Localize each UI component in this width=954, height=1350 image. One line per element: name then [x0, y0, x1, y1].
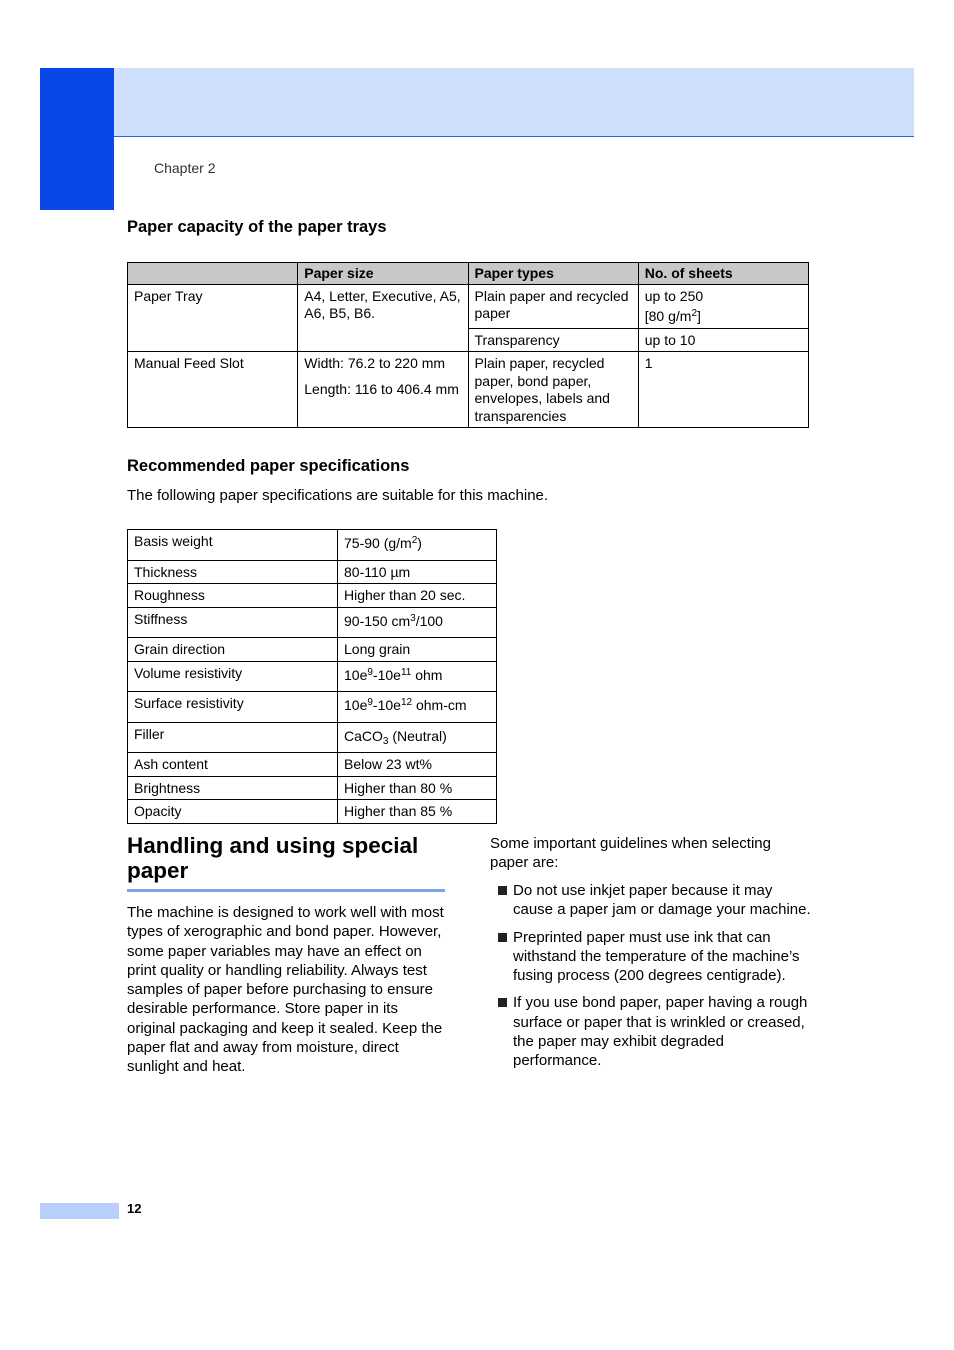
chapter-label: Chapter 2	[154, 160, 216, 176]
tray-name-cell: Paper Tray	[128, 284, 298, 352]
spec-value-post: )	[417, 535, 422, 551]
spec-value-mid: -10e	[372, 666, 401, 683]
tray-type-cell: Plain paper and recycled paper	[468, 284, 638, 328]
spec-label-cell: Ash content	[128, 753, 338, 777]
paper-spec-table	[127, 529, 497, 824]
handling-title: Handling and using special paper	[127, 833, 445, 892]
table-row	[128, 638, 497, 662]
list-item-text: If you use bond paper, paper having a rough surface or paper that is wrinkled or creased, the paper may exhibit degraded performance.	[513, 994, 808, 1070]
spec-value-sub: 3	[382, 735, 389, 747]
tray-sheets-cell: up to 10	[638, 328, 808, 352]
spec-value-cell	[338, 753, 497, 777]
manual-types-cell: Plain paper, recycled paper, bond paper, envelopes, labels and transparencies	[468, 352, 638, 428]
table-row	[128, 692, 497, 723]
list-item	[495, 993, 815, 1070]
table-row	[128, 661, 497, 692]
table-header-row	[128, 263, 809, 285]
square-bullet-icon	[498, 933, 507, 942]
chapter-tab-block	[40, 68, 114, 210]
spec-label-cell: Stiffness	[128, 607, 338, 638]
spec-value-cell	[338, 776, 497, 800]
table-row	[128, 753, 497, 777]
spec-value-cell	[338, 722, 497, 753]
spec-value-cell	[338, 560, 497, 584]
manual-width: Width: 76.2 to 220 mm	[304, 355, 446, 371]
manual-size-cell	[298, 352, 468, 428]
specs-intro: The following paper specifications are suitable for this machine.	[127, 487, 549, 504]
spec-value-pre: Higher than 85 %	[344, 803, 453, 819]
spec-value-sup2: 11	[400, 666, 412, 678]
spec-label-cell: Opacity	[128, 800, 338, 824]
spec-value-sup: 3	[410, 612, 416, 624]
column-header: No. of sheets	[638, 263, 808, 285]
list-item	[495, 928, 815, 986]
header-band	[40, 68, 914, 137]
page-number: 12	[127, 1201, 142, 1216]
spec-value-sup2: 12	[400, 697, 413, 708]
spec-value-sup: 2	[411, 535, 418, 546]
spec-value-pre: 10e	[344, 666, 368, 683]
spec-value-pre: 75-90 (g/m	[344, 535, 412, 551]
spec-label-cell: Roughness	[128, 584, 338, 608]
spec-value-sup: 9	[367, 697, 373, 708]
spec-value-cell	[338, 530, 497, 561]
spec-value-cell	[338, 584, 497, 608]
spec-value-pre: Higher than 80 %	[344, 779, 453, 796]
spec-value-pre: 10e	[344, 697, 368, 713]
spec-value-post: (Neutral)	[388, 727, 447, 744]
spec-value-cell	[338, 607, 497, 638]
weight-text: [80 g/m	[644, 308, 692, 324]
spec-value-pre: Long grain	[344, 641, 411, 657]
column-header	[128, 263, 298, 285]
square-bullet-icon	[498, 886, 507, 895]
spec-value-post: ohm-cm	[412, 697, 467, 713]
spec-value-pre: CaCO	[344, 727, 383, 744]
spec-value-cell	[338, 800, 497, 824]
footer-bar	[40, 1203, 119, 1219]
spec-label-cell: Grain direction	[128, 638, 338, 662]
list-item-text: Preprinted paper must use ink that can withstand the temperature of the machine’s fusing process (200 degrees centigrade).	[513, 928, 800, 985]
column-header: Paper size	[298, 263, 468, 285]
tray-size-cell: A4, Letter, Executive, A5, A6, B5, B6.	[298, 284, 468, 352]
spec-value-pre: 80-110 µm	[344, 563, 411, 580]
manual-length: Length: 116 to 406.4 mm	[304, 380, 459, 397]
table-row	[128, 352, 809, 428]
list-item-text: Do not use inkjet paper because it may cause a paper jam or damage your machine.	[513, 882, 811, 919]
manual-sheets-cell: 1	[638, 352, 808, 428]
guidelines-intro: Some important guidelines when selecting paper are:	[490, 835, 771, 872]
tray-sheets-cell	[638, 284, 808, 328]
spec-value-pre: Higher than 20 sec.	[344, 587, 466, 603]
paper-capacity-table	[127, 262, 809, 428]
spec-value-cell	[338, 692, 497, 723]
weight-suffix: ]	[697, 308, 701, 324]
manual-name-cell: Manual Feed Slot	[128, 352, 298, 428]
spec-value-pre: Below 23 wt%	[344, 756, 432, 772]
spec-value-sup: 9	[367, 666, 373, 678]
table-row	[128, 284, 809, 328]
table-row	[128, 800, 497, 824]
spec-value-post: /100	[415, 612, 443, 629]
spec-value-mid: -10e	[372, 697, 401, 713]
table-row	[128, 584, 497, 608]
spec-label-cell: Volume resistivity	[128, 661, 338, 692]
table-row	[128, 722, 497, 753]
list-item	[495, 881, 815, 920]
spec-label-cell: Surface resistivity	[128, 692, 338, 723]
spec-value-cell	[338, 661, 497, 692]
table-row	[128, 560, 497, 584]
specs-heading: Recommended paper specifications	[127, 457, 410, 475]
spec-value-post: ohm	[411, 666, 443, 683]
spec-value-cell	[338, 638, 497, 662]
weight-sup: 2	[691, 308, 698, 319]
tray-type-cell: Transparency	[468, 328, 638, 352]
spec-value-pre: 90-150 cm	[344, 612, 411, 629]
column-header: Paper types	[468, 263, 638, 285]
table-row	[128, 607, 497, 638]
spec-label-cell: Filler	[128, 722, 338, 753]
table-row	[128, 530, 497, 561]
handling-body: The machine is designed to work well with most types of xerographic and bond paper. However, some paper variables may have an effect on print quality or handling reliability. Always test samples of paper before purchasing to ensure desirable performance. Store paper in its original packaging and keep it sealed. Keep the paper flat and away from moisture, direct sunlight and heat.	[127, 904, 444, 1076]
table-row	[128, 776, 497, 800]
spec-label-cell: Brightness	[128, 776, 338, 800]
guidelines-list	[495, 881, 815, 1079]
capacity-heading: Paper capacity of the paper trays	[127, 218, 387, 236]
spec-label-cell: Basis weight	[128, 530, 338, 561]
sheets-value: up to 250	[644, 287, 704, 304]
sheets-weight	[645, 308, 802, 326]
spec-label-cell: Thickness	[128, 560, 338, 584]
square-bullet-icon	[498, 998, 507, 1007]
